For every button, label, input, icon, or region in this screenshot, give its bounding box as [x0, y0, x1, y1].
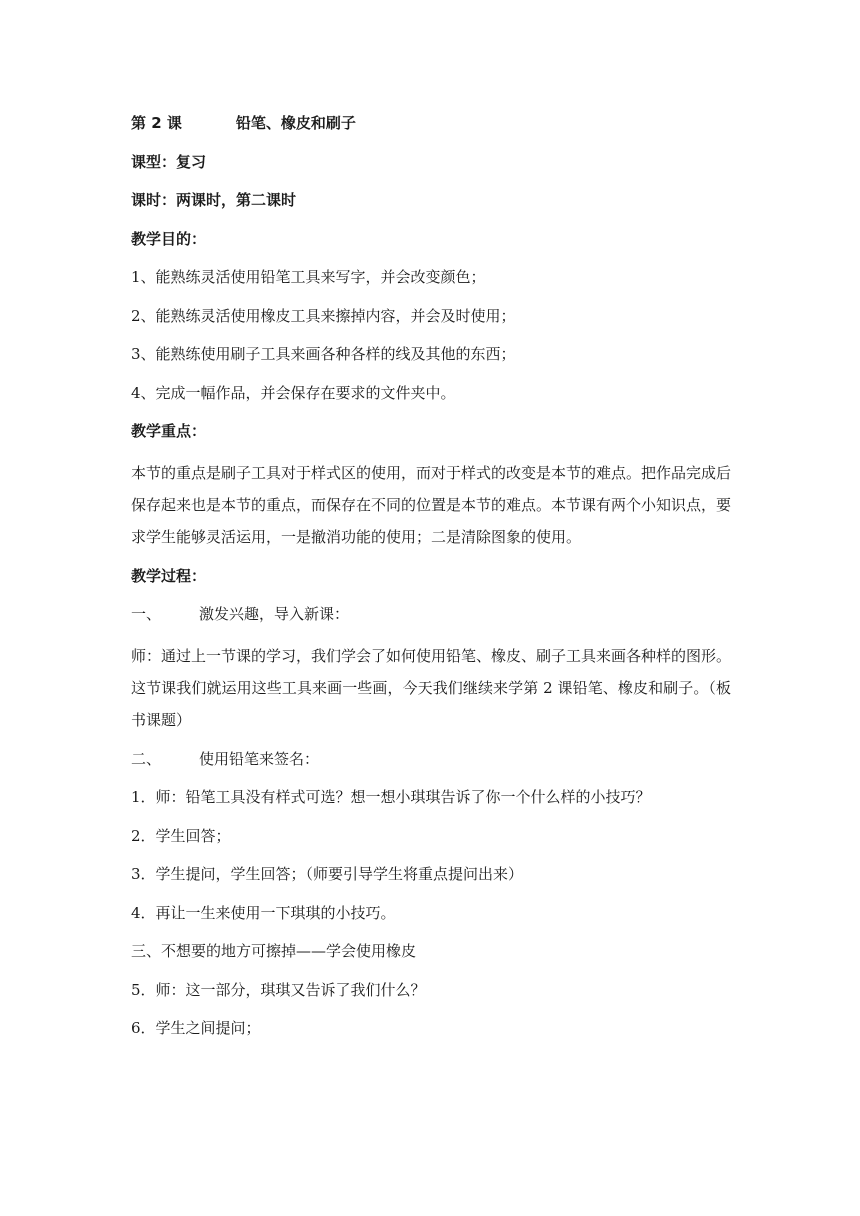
section-1-title: 激发兴趣，导入新课：: [199, 605, 350, 623]
objectives-heading: 教学目的：: [131, 229, 207, 248]
lesson-number: 第 2 课: [131, 114, 182, 132]
lesson-name: 铅笔、橡皮和刷子: [235, 114, 356, 132]
step-item: 1．师：铅笔工具没有样式可选？想一想小琪琪告诉了你一个什么样的小技巧？: [131, 788, 651, 806]
lesson-hours: 课时：两课时，第二课时: [131, 191, 297, 209]
step-item: 3．学生提问，学生回答；（师要引导学生将重点提问出来）: [131, 865, 524, 883]
section-3-heading: 三、不想要的地方可擦掉——学会使用橡皮: [131, 942, 417, 960]
lesson-title: [131, 104, 731, 143]
step-item: 2．学生回答；: [131, 826, 231, 845]
process-heading: 教学过程：: [131, 566, 207, 585]
section-2-heading: [131, 740, 731, 779]
section-2-title: 使用铅笔来签名：: [199, 749, 320, 768]
step-item: 4．再让一生来使用一下琪琪的小技巧。: [131, 903, 396, 922]
objective-item: 2、能熟练灵活使用橡皮工具来擦掉内容，并会及时使用；: [131, 306, 516, 325]
objective-item: 1、能熟练灵活使用铅笔工具来写字，并会改变颜色；: [131, 268, 486, 286]
section-1-text: 师：通过上一节课的学习，我们学会了如何使用铅笔、橡皮、刷子工具来画各种样的图形。这节课我们就运用这些工具来画一些画，今天我们继续来学第 2 课铅笔、橡皮和刷子。（板书课题）: [131, 646, 732, 729]
lesson-type: 课型：复习: [131, 152, 207, 171]
objective-item: 4、完成一幅作品，并会保存在要求的文件夹中。: [131, 383, 456, 402]
step-item: 6．学生之间提问；: [131, 1019, 261, 1037]
key-points-heading: 教学重点：: [131, 422, 207, 440]
section-1-heading: [131, 595, 731, 634]
section-2-number: 二、: [131, 749, 162, 768]
section-1-number: 一、: [131, 605, 162, 623]
step-item: 5．师：这一部分，琪琪又告诉了我们什么？: [131, 980, 426, 999]
objective-item: 3、能熟练使用刷子工具来画各种各样的线及其他的东西；: [131, 345, 516, 363]
key-points-text: 本节的重点是刷子工具对于样式区的使用，而对于样式的改变是本节的难点。把作品完成后保存起来也是本节的重点，而保存在不同的位置是本节的难点。本节课有两个小知识点，要求学生能够灵活运用，一是撤消功能的使用；二是清除图象的使用。: [131, 463, 732, 546]
document-page: [131, 104, 731, 1048]
